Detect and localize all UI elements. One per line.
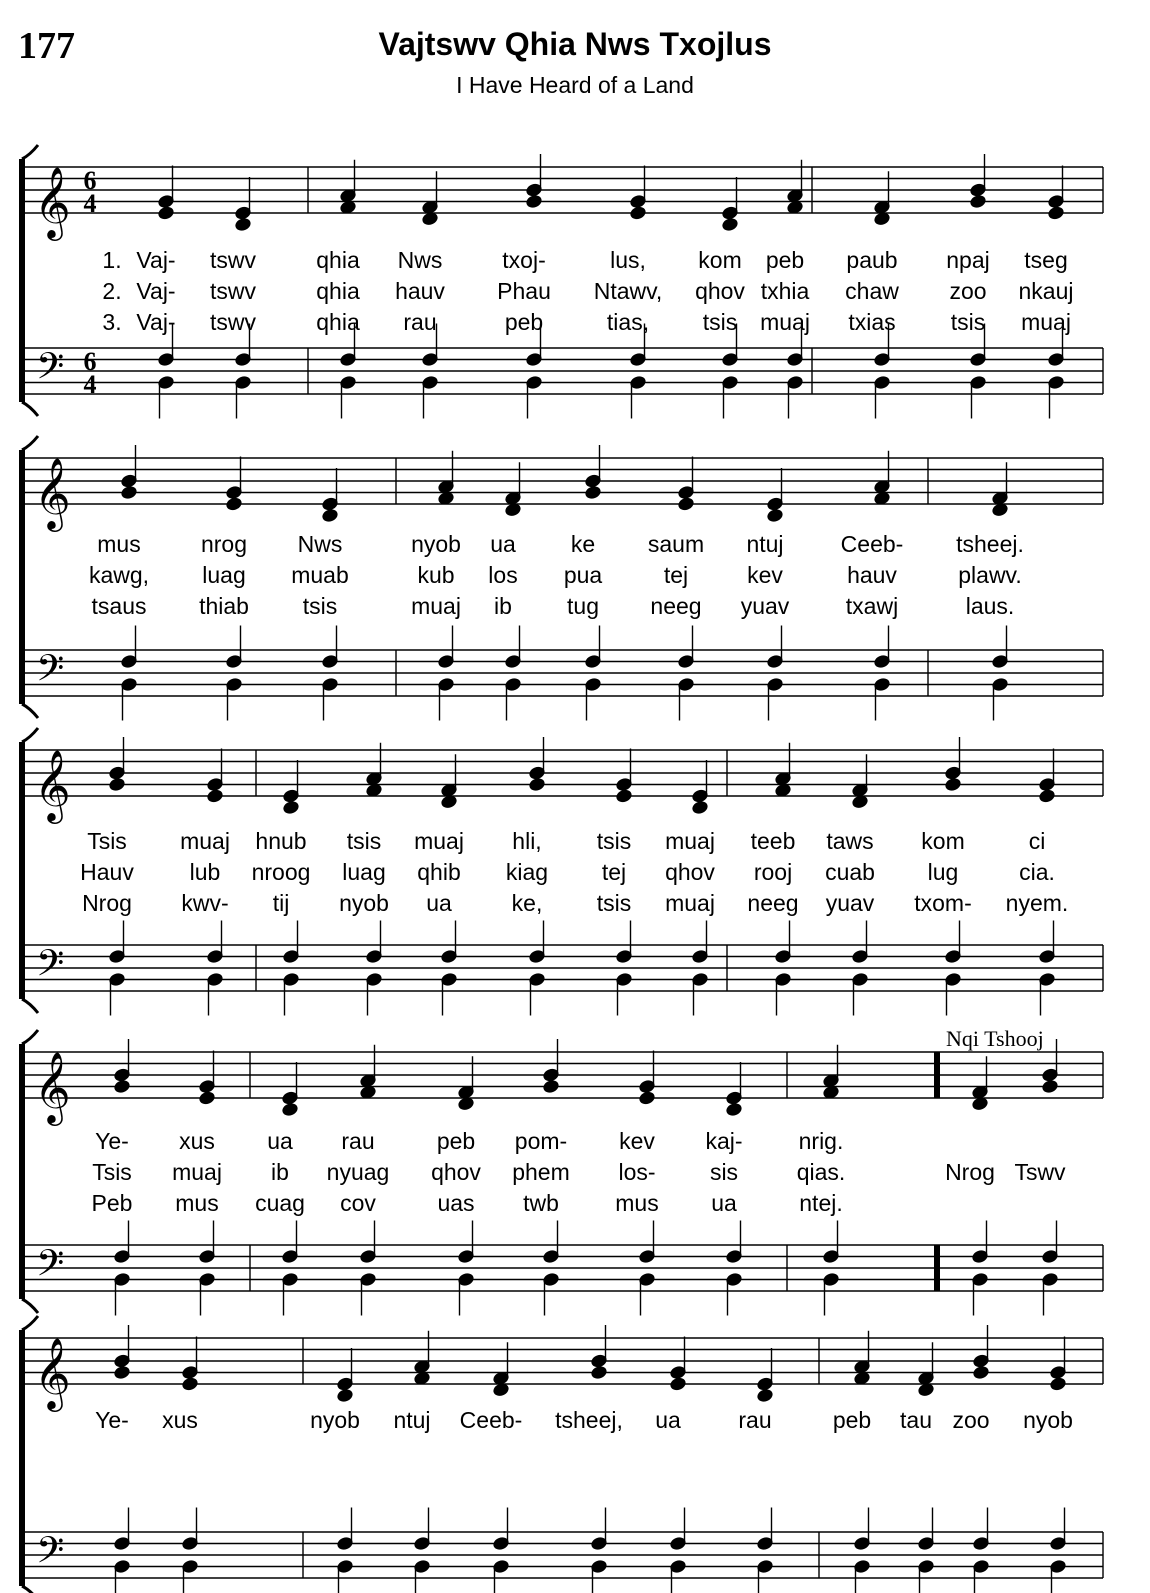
lyric-syllable: muaj — [414, 828, 464, 854]
lyric-syllable: ua — [490, 531, 516, 557]
bracket-top-hook — [22, 436, 38, 450]
lyric-syllable: rau — [341, 1128, 375, 1154]
lyric-syllable: muaj — [172, 1159, 222, 1185]
lyric-syllable: muab — [291, 562, 349, 588]
note-head — [854, 1371, 871, 1385]
note-head — [585, 485, 602, 499]
lyric-syllable: 2. — [102, 278, 122, 304]
lyric-syllable: yuav — [825, 890, 875, 916]
lyric-syllable: peb — [504, 309, 544, 335]
lyric-syllable: muaj — [760, 309, 810, 335]
lyric-syllable: ke, — [511, 890, 543, 916]
lyric-syllable: Ye- — [95, 1128, 129, 1154]
lyric-syllable: qhov — [665, 859, 715, 885]
lyric-syllable: Ceeb- — [840, 531, 904, 557]
note-head — [630, 206, 647, 220]
lyric-syllable: muaj — [665, 890, 715, 916]
lyric-syllable: lus, — [610, 247, 646, 273]
bracket-top-hook — [22, 728, 38, 742]
note-head — [787, 200, 804, 214]
lyric-syllable: muaj — [180, 828, 230, 854]
lyric-syllable: qias. — [796, 1159, 846, 1185]
note-head — [874, 491, 891, 505]
note-head — [158, 206, 175, 220]
lyric-syllable: txhia — [760, 278, 810, 304]
note-head — [852, 795, 869, 809]
lyric-syllable: laus. — [965, 593, 1015, 619]
lyric-syllable: qhia — [316, 247, 360, 273]
lyric-syllable: tej — [663, 562, 689, 588]
lyric-syllable: muaj — [665, 828, 715, 854]
lyric-syllable: ua — [426, 890, 452, 916]
lyric-syllable: ke — [570, 531, 596, 557]
bracket-bottom-hook — [22, 704, 38, 718]
lyric-syllable: peb — [765, 247, 805, 273]
lyric-syllable: mus — [97, 531, 141, 557]
lyric-syllable: xus — [179, 1128, 215, 1154]
lyric-syllable: cov — [340, 1190, 376, 1216]
lyric-syllable: txoj- — [502, 247, 546, 273]
lyric-syllable: tsis — [596, 828, 632, 854]
note-head — [207, 789, 224, 803]
note-head — [1048, 206, 1065, 220]
lyric-syllable: cuag — [255, 1190, 305, 1216]
note-head — [591, 1365, 608, 1379]
note-head — [121, 485, 138, 499]
note-head — [1039, 789, 1056, 803]
note-head — [1042, 1079, 1059, 1093]
treble-clef-icon: 𝄞 — [34, 1050, 71, 1123]
lyric-syllable: hli, — [512, 828, 542, 854]
lyric-syllable: txom- — [914, 890, 972, 916]
lyric-syllable: sis — [709, 1159, 739, 1185]
note-head — [973, 1365, 990, 1379]
lyric-syllable: muaj — [1021, 309, 1071, 335]
note-head — [678, 497, 695, 511]
bass-staff — [22, 945, 1103, 991]
lyric-syllable: tsheej. — [956, 531, 1024, 557]
lyric-syllable: tij — [272, 890, 290, 916]
lyric-syllable: hnub — [255, 828, 307, 854]
note-head — [235, 217, 252, 231]
lyric-syllable: thiab — [199, 593, 249, 619]
bracket-top-hook — [22, 145, 38, 159]
bass-clef-icon: 𝄢 — [36, 1242, 65, 1294]
lyric-syllable: kev — [619, 1128, 655, 1154]
lyric-syllable: tsis — [302, 593, 338, 619]
lyric-syllable: Tsis — [92, 1159, 132, 1185]
lyric-syllable: ib — [494, 593, 512, 619]
lyric-syllable: tsheej, — [555, 1407, 623, 1433]
lyric-syllable: tias, — [606, 309, 650, 335]
treble-clef-icon: 𝄞 — [34, 748, 71, 821]
treble-staff — [22, 750, 1103, 796]
treble-clef-icon: 𝄞 — [34, 165, 71, 238]
hymn-title: Vajtswv Qhia Nws Txojlus — [378, 26, 772, 62]
lyric-syllable: los- — [618, 1159, 656, 1185]
note-head — [726, 1102, 743, 1116]
lyric-syllable: kom — [921, 828, 965, 854]
lyric-syllable: neeg — [650, 593, 702, 619]
lyric-syllable: pua — [563, 562, 603, 588]
lyric-syllable: mus — [615, 1190, 659, 1216]
lyric-syllable: ntuj — [393, 1407, 431, 1433]
lyric-syllable: los — [488, 562, 518, 588]
note-head — [114, 1079, 131, 1093]
lyric-syllable: qhia — [316, 278, 360, 304]
lyric-syllable: tswv — [210, 278, 256, 304]
lyric-syllable: kaj- — [705, 1128, 743, 1154]
lyric-syllable: kom — [698, 247, 742, 273]
lyric-syllable: ib — [271, 1159, 289, 1185]
lyric-syllable: Vaj- — [136, 247, 176, 273]
note-head — [505, 503, 522, 517]
note-head — [692, 800, 709, 814]
refrain-marking: Nqi Tshooj — [946, 1026, 1044, 1051]
note-head — [757, 1388, 774, 1402]
note-head — [226, 497, 243, 511]
lyric-syllable: Nrog — [945, 1159, 995, 1185]
lyric-syllable: nyob — [411, 531, 461, 557]
note-head — [918, 1383, 935, 1397]
lyric-syllable: teeb — [750, 828, 796, 854]
bracket-top-hook — [22, 1316, 38, 1330]
bass-staff — [22, 348, 1103, 394]
time-signature-bottom: 4 — [83, 370, 97, 399]
bracket-top-hook — [22, 1030, 38, 1044]
lyric-syllable: nyuag — [326, 1159, 390, 1185]
bass-staff — [22, 1245, 1103, 1291]
lyric-syllable: lub — [189, 859, 221, 885]
bracket-bottom-hook — [22, 1586, 38, 1593]
note-head — [366, 783, 383, 797]
note-head — [438, 491, 455, 505]
lyric-syllable: mus — [175, 1190, 219, 1216]
treble-staff — [22, 1052, 1103, 1098]
lyric-syllable: rau — [403, 309, 437, 335]
note-head — [458, 1097, 475, 1111]
lyric-syllable: Vaj- — [136, 278, 176, 304]
note-head — [414, 1371, 431, 1385]
lyric-syllable: muaj — [411, 593, 461, 619]
lyric-syllable: luag — [342, 859, 386, 885]
lyric-syllable: nkauj — [1018, 278, 1074, 304]
lyric-syllable: tswv — [210, 247, 256, 273]
lyric-syllable: twb — [523, 1190, 559, 1216]
lyric-syllable: Peb — [91, 1190, 133, 1216]
lyric-syllable: tsis — [702, 309, 738, 335]
note-head — [945, 777, 962, 791]
lyric-syllable: qhib — [417, 859, 461, 885]
lyric-syllable: nrog — [200, 531, 248, 557]
lyric-syllable: tsis — [950, 309, 986, 335]
lyric-syllable: Ceeb- — [459, 1407, 523, 1433]
lyric-syllable: plawv. — [958, 562, 1022, 588]
lyric-syllable: kiag — [505, 859, 549, 885]
bracket-bottom-hook — [22, 402, 38, 416]
treble-clef-icon: 𝄞 — [34, 1336, 71, 1409]
lyric-syllable: 3. — [102, 309, 122, 335]
note-head — [639, 1091, 656, 1105]
note-head — [526, 194, 543, 208]
lyric-syllable: Vaj- — [136, 309, 176, 335]
lyric-syllable: Tswv — [1014, 1159, 1066, 1185]
note-head — [337, 1388, 354, 1402]
note-head — [199, 1091, 216, 1105]
lyric-syllable: cia. — [1019, 859, 1055, 885]
lyric-syllable: npaj — [946, 247, 990, 273]
note-head — [283, 800, 300, 814]
lyric-syllable: zoo — [949, 278, 987, 304]
lyric-syllable: 1. — [102, 247, 122, 273]
note-head — [1050, 1377, 1067, 1391]
note-head — [493, 1383, 510, 1397]
lyric-syllable: kub — [417, 562, 455, 588]
lyric-syllable: ua — [711, 1190, 737, 1216]
lyric-syllable: txias — [848, 309, 896, 335]
note-head — [422, 212, 439, 226]
lyric-syllable: nroog — [251, 859, 311, 885]
lyric-syllable: nrig. — [798, 1128, 844, 1154]
bass-clef-icon: 𝄢 — [36, 942, 65, 994]
note-head — [970, 194, 987, 208]
bass-clef-icon: 𝄢 — [36, 647, 65, 699]
note-head — [529, 777, 546, 791]
lyric-syllable: Tsis — [87, 828, 127, 854]
lyric-syllable: paub — [846, 247, 898, 273]
lyric-syllable: kev — [747, 562, 783, 588]
note-head — [322, 508, 339, 522]
lyric-syllable: zoo — [952, 1407, 990, 1433]
lyric-syllable: tsis — [596, 890, 632, 916]
lyric-syllable: Phau — [497, 278, 551, 304]
time-signature-top: 6 — [83, 347, 97, 376]
note-head — [767, 508, 784, 522]
lyric-syllable: peb — [832, 1407, 872, 1433]
lyric-syllable: uas — [437, 1190, 475, 1216]
note-head — [114, 1365, 131, 1379]
lyric-syllable: yuav — [740, 593, 790, 619]
lyric-syllable: qhov — [431, 1159, 481, 1185]
bass-clef-icon: 𝄢 — [36, 345, 65, 397]
note-head — [340, 200, 357, 214]
lyric-syllable: kawg, — [88, 562, 150, 588]
lyric-syllable: tsis — [346, 828, 382, 854]
lyric-syllable: ntej. — [799, 1190, 843, 1216]
treble-staff — [22, 458, 1103, 504]
lyric-syllable: phem — [512, 1159, 570, 1185]
lyric-syllable: tej — [601, 859, 627, 885]
lyric-syllable: tug — [567, 593, 599, 619]
note-head — [182, 1377, 199, 1391]
lyric-syllable: Ye- — [95, 1407, 129, 1433]
note-head — [722, 217, 739, 231]
time-signature-bottom: 4 — [83, 189, 97, 218]
treble-staff — [22, 167, 1103, 213]
lyric-syllable: neeg — [747, 890, 799, 916]
lyric-syllable: ua — [267, 1128, 293, 1154]
lyric-syllable: tau — [900, 1407, 932, 1433]
lyric-syllable: tswv — [210, 309, 256, 335]
lyric-syllable: hauv — [847, 562, 897, 588]
lyric-syllable: rooj — [753, 859, 793, 885]
lyric-syllable: tsaus — [91, 593, 147, 619]
lyric-syllable: saum — [647, 531, 705, 557]
lyric-syllable: nyob — [339, 890, 389, 916]
note-head — [543, 1079, 560, 1093]
note-head — [441, 795, 458, 809]
lyric-syllable: ntuj — [746, 531, 784, 557]
note-head — [972, 1097, 989, 1111]
note-head — [775, 783, 792, 797]
lyric-syllable: Nws — [397, 247, 443, 273]
lyric-syllable: nyob — [310, 1407, 360, 1433]
lyric-syllable: Hauv — [80, 859, 134, 885]
note-head — [823, 1085, 840, 1099]
bracket-bottom-hook — [22, 999, 38, 1013]
lyric-syllable: taws — [826, 828, 874, 854]
bracket-bottom-hook — [22, 1299, 38, 1313]
note-head — [874, 212, 891, 226]
lyric-syllable: tseg — [1024, 247, 1068, 273]
lyric-syllable: cuab — [825, 859, 875, 885]
lyric-syllable: nyem. — [1005, 890, 1069, 916]
lyric-syllable: kwv- — [181, 890, 229, 916]
note-head — [670, 1377, 687, 1391]
lyric-syllable: xus — [162, 1407, 198, 1433]
lyric-syllable: peb — [436, 1128, 476, 1154]
lyric-syllable: luag — [202, 562, 246, 588]
lyric-syllable: nyob — [1023, 1407, 1073, 1433]
note-head — [992, 503, 1009, 517]
lyric-syllable: Ntawv, — [593, 278, 663, 304]
lyric-syllable: qhia — [316, 309, 360, 335]
lyric-syllable: hauv — [395, 278, 445, 304]
bass-clef-icon: 𝄢 — [36, 1529, 65, 1581]
lyric-syllable: pom- — [514, 1128, 568, 1154]
bass-staff — [22, 650, 1103, 696]
hymn-subtitle: I Have Heard of a Land — [456, 72, 694, 98]
treble-clef-icon: 𝄞 — [34, 456, 71, 529]
lyric-syllable: rau — [738, 1407, 772, 1433]
note-head — [282, 1102, 299, 1116]
note-head — [360, 1085, 377, 1099]
lyric-syllable: txawj — [845, 593, 899, 619]
hymn-number: 177 — [18, 25, 75, 67]
lyric-syllable: qhov — [695, 278, 745, 304]
lyric-syllable: lug — [927, 859, 959, 885]
lyric-syllable: ua — [655, 1407, 681, 1433]
lyric-syllable: Nws — [297, 531, 343, 557]
note-head — [109, 777, 126, 791]
lyric-syllable: chaw — [845, 278, 899, 304]
lyric-syllable: ci — [1028, 828, 1046, 854]
lyric-syllable: Nrog — [82, 890, 132, 916]
note-head — [616, 789, 633, 803]
time-signature-top: 6 — [83, 166, 97, 195]
